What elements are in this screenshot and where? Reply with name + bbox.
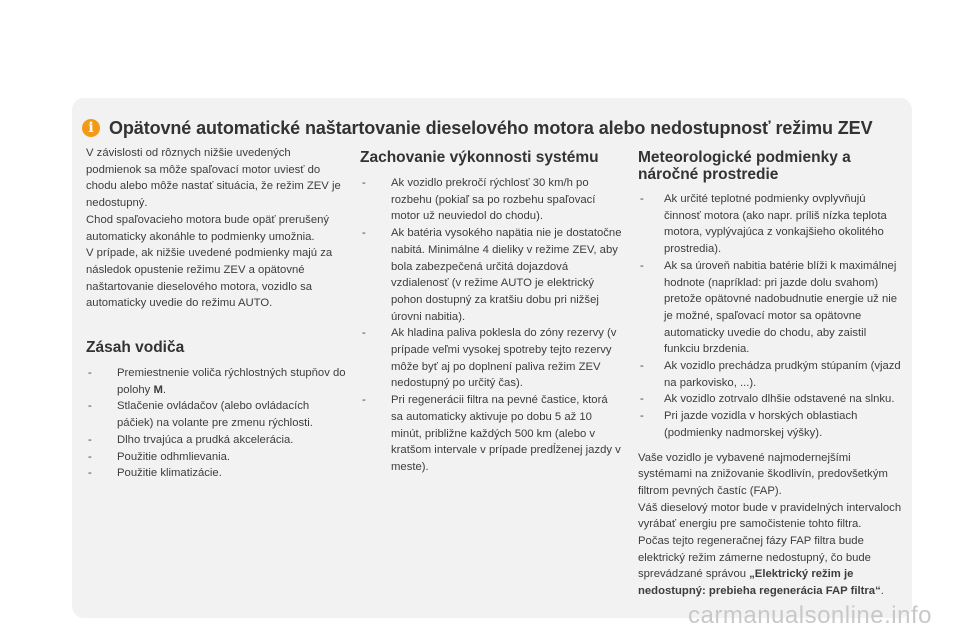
- intro-paragraph-3: V prípade, ak nižšie uvedené podmienky majú za následok opustenie režimu ZEV a opätovné naštartovanie dieselového motora, vozidlo sa automaticky uvedie do režimu AUTO.: [86, 247, 333, 310]
- list-item: - Premiestnenie voliča rýchlostných stupňov do polohy M.: [86, 365, 348, 398]
- info-icon: i: [82, 119, 100, 137]
- column-right: [638, 145, 902, 600]
- watermark: carmanualsonline.info: [688, 602, 932, 629]
- performance-list: [360, 175, 622, 476]
- weather-list: [638, 191, 902, 442]
- section-heading-weather: Meteorologické podmienky a náročné prostredie: [638, 149, 851, 183]
- list-item: - Pri jazde vozidla v horských oblastiach (podmienky nadmorskej výšky).: [638, 408, 902, 441]
- intro-paragraph-1: V závislosti od rôznych nižšie uvedených podmienok sa môže spaľovací motor uviesť do chodu alebo môže nastať situácia, že režim ZEV je nedostupný.: [86, 147, 341, 210]
- list-item: - Ak vozidlo zotrvalo dlhšie odstavené na slnku.: [638, 391, 902, 408]
- section-heading-performance: Zachovanie výkonnosti systému: [360, 149, 599, 166]
- title-row: [82, 113, 912, 143]
- list-item: - Použitie klimatizácie.: [86, 465, 348, 482]
- fap-paragraph-1: Vaše vozidlo je vybavené najmodernejšími systémami na znižovanie škodlivín, predovšetkým filtrom pevných častíc (FAP).: [638, 451, 888, 497]
- driver-action-list: [86, 365, 348, 482]
- column-middle: [360, 145, 622, 476]
- fap-paragraph-3: Počas tejto regeneračnej fázy FAP filtra bude elektrický režim zámerne nedostupný, čo bude sprevádzané správou „Elektrický režim je nedostupný: prebieha regenerácia FAP filtra“.: [638, 535, 884, 598]
- section-heading-driver: Zásah vodiča: [86, 339, 185, 357]
- list-item: - Ak vozidlo prechádza prudkým stúpaním (vjazd na parkovisko, ...).: [638, 358, 902, 391]
- fap-info-text: [638, 450, 902, 600]
- list-item: - Ak batéria vysokého napätia nie je dostatočne nabitá. Minimálne 4 dieliky v režime ZEV, aby bola zabezpečená určitá dojazdová vzdialenosť (v režime AUTO je elektrický pohon dostupný za kratšiu dobu pri nižšej úrovni nabitia).: [360, 225, 622, 325]
- list-item: - Použitie odhmlievania.: [86, 449, 348, 466]
- list-item: - Ak určité teplotné podmienky ovplyvňujú činnosť motora (ako napr. príliš nízka teplota motora, vyplývajúca z vonkajšieho okolitého prostredia).: [638, 191, 902, 258]
- list-item: - Pri regenerácii filtra na pevné častice, ktorá sa automaticky aktivuje po dobu 5 až 10 minút, približne každých 500 km (alebo v kratšom intervale v prípade predĺženej jazdy v meste).: [360, 392, 622, 476]
- intro-paragraph-2: Chod spaľovacieho motora bude opäť prerušený automaticky akonáhle to podmienky umožnia.: [86, 213, 330, 243]
- list-item: - Ak sa úroveň nabitia batérie blíži k maximálnej hodnote (napríklad: pri jazde dolu svahom) pretože opätovné nadobudnutie energie už nie je možné, spaľovací motor sa opätovne automaticky uvedie do chodu, aby zaistil funkciu brzdenia.: [638, 258, 902, 358]
- list-item: - Ak hladina paliva poklesla do zóny rezervy (v prípade veľmi vysokej spotreby tejto rezervy môže byť aj po doplnení paliva režim ZEV nedostupný po určitý čas).: [360, 325, 622, 392]
- intro-text: [86, 145, 348, 312]
- fap-paragraph-2: Váš dieselový motor bude v pravidelných intervaloch vyrábať energiu pre samočistenie tohto filtra.: [638, 501, 902, 531]
- list-item: - Dlho trvajúca a prudká akcelerácia.: [86, 432, 348, 449]
- list-item: - Stlačenie ovládačov (alebo ovládacích páčiek) na volante pre zmenu rýchlosti.: [86, 398, 348, 431]
- page-title: Opätovné automatické naštartovanie dieselového motora alebo nedostupnosť režimu ZEV: [109, 117, 873, 138]
- column-left: [86, 145, 348, 482]
- list-item: - Ak vozidlo prekročí rýchlosť 30 km/h po rozbehu (pokiaľ sa po rozbehu spaľovací motor už neuviedol do chodu).: [360, 175, 622, 225]
